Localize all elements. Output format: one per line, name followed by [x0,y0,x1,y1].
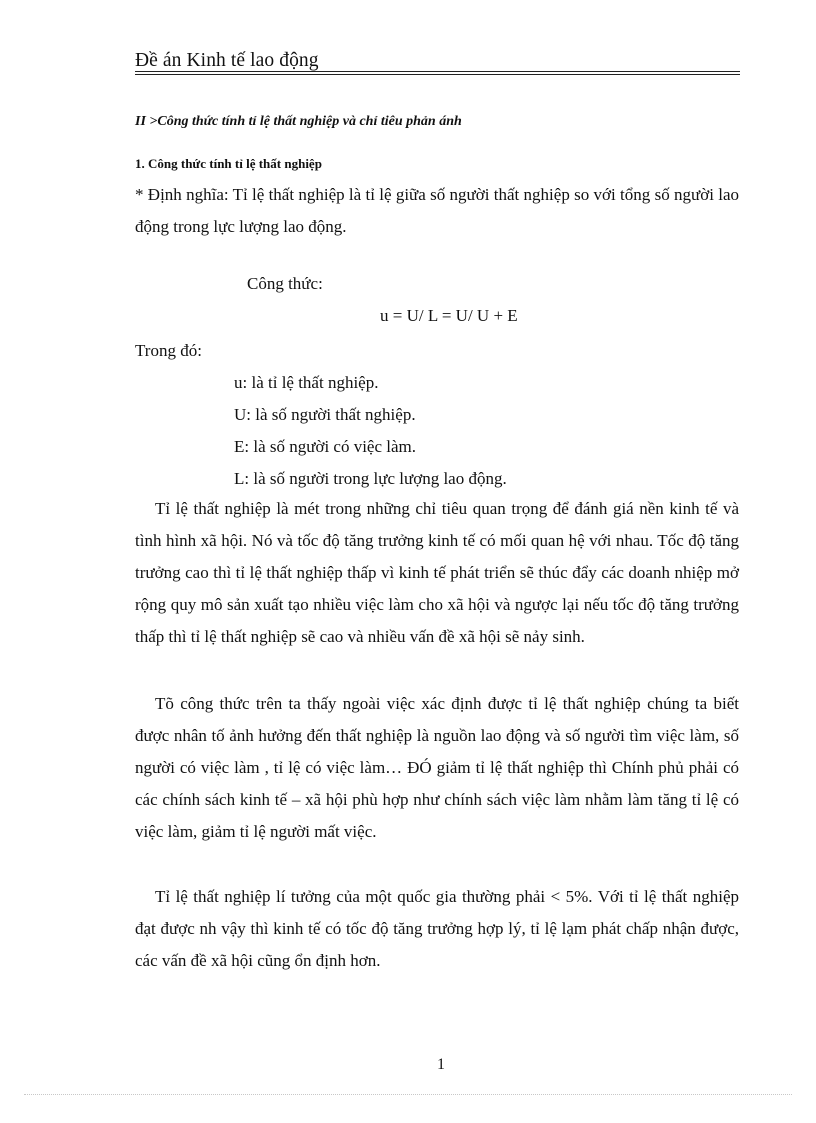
variable-item: L: là số người trong lực lượng lao động. [234,469,507,488]
page-header [135,50,740,74]
header-rule-bottom [135,74,740,75]
variable-item: u: là tỉ lệ thất nghiệp. [234,373,379,392]
variable-item: E: là số người có việc làm. [234,437,417,456]
where-label: Trong đó: [135,341,202,360]
formula: u = U/ L = U/ U + E [380,306,518,325]
section-heading: II >Công thức tính tỉ lệ thất nghiệp và chỉ tiêu phản ánh [135,114,462,129]
header-rule-top [135,71,740,72]
definition-paragraph: * Định nghĩa: Tỉ lệ thất nghiệp là tỉ lệ giữa số người thất nghiệp so với tổng số người lao động trong lực lượng lao động. [135,185,739,236]
page-bottom-rule [24,1094,792,1095]
variable-list [234,367,507,495]
page-number: 1 [437,1056,445,1073]
variable-item: U: là số người thất nghiệp. [234,405,416,424]
sub-heading: 1. Công thức tính tỉ lệ thất nghiệp [135,156,322,171]
body-paragraph: Tỉ lệ thất nghiệp lí tưởng của một quốc gia thường phải < 5%. Với tỉ lệ thất nghiệp đạt được nh vậy thì kinh tế có tốc độ tăng trưởng hợp lý, tỉ lệ lạm phát chấp nhận được, các vấn đề xã hội cũng ổn định hơn. [135,887,739,970]
body-paragraph: Tõ công thức trên ta thấy ngoài việc xác định được tỉ lệ thất nghiệp chúng ta biết được nhân tố ảnh hưởng đến thất nghiệp là nguồn lao động và số người tìm việc làm, số người có việc làm , tỉ lệ có việc làm… ĐÓ giảm tỉ lệ thất nghiệp thì Chính phủ phải có các chính sách kinh tế – xã hội phù hợp như chính sách việc làm nhằm làm tăng tỉ lệ có việc làm, giảm tỉ lệ người mất việc. [135,694,739,841]
body-paragraph: Tỉ lệ thất nghiệp là mét trong những chỉ tiêu quan trọng để đánh giá nền kinh tế và tình hình xã hội. Nó và tốc độ tăng trưởng kinh tế có mối quan hệ với nhau. Tốc độ tăng trưởng cao thì tỉ lệ thất nghiệp thấp vì kinh tế phát triển sẽ thúc đẩy các doanh nhiệp mở rộng quy mô sản xuất tạo nhiều việc làm cho xã hội và ngược lại nếu tốc độ tăng trưởng thấp thì tỉ lệ thất nghiệp sẽ cao và nhiều vấn đề xã hội sẽ nảy sinh. [135,499,739,646]
formula-label: Công thức: [247,274,323,293]
header-title: Đề án Kinh tế lao động [135,50,319,71]
